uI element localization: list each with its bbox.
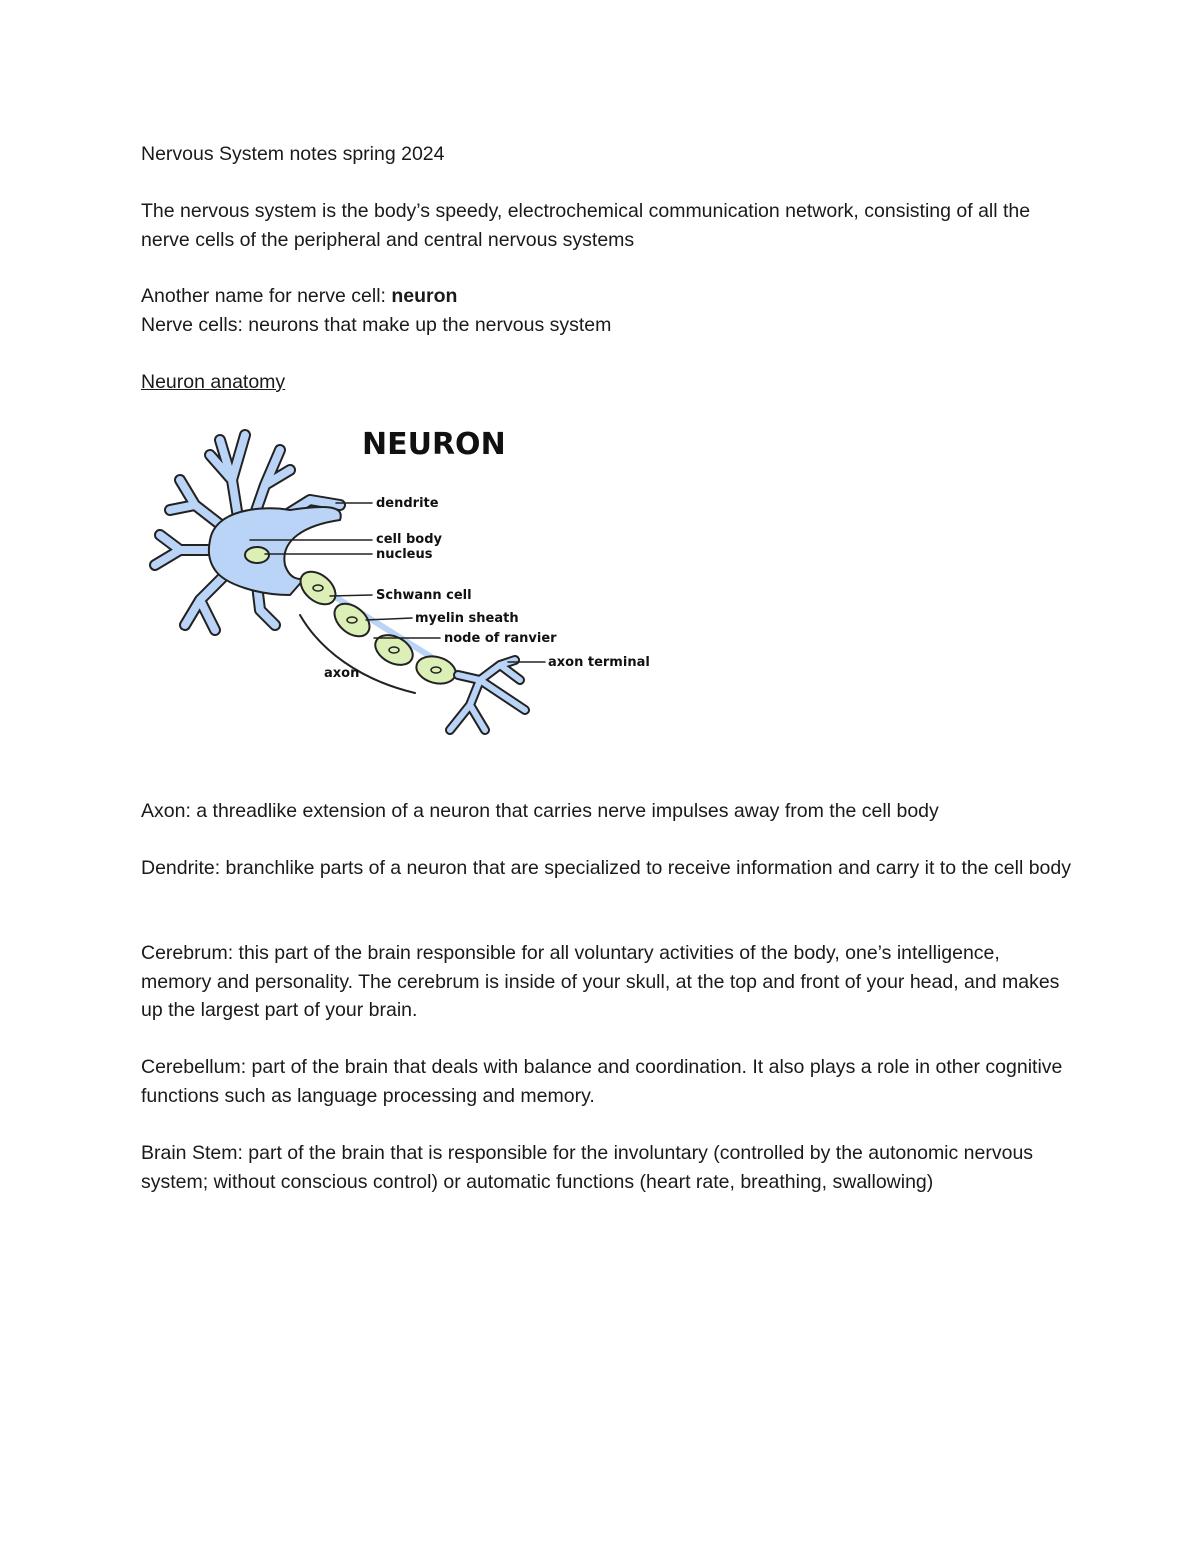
label-axon-terminal: axon terminal (548, 655, 650, 670)
label-axon: axon (324, 666, 360, 681)
schwann-cell-segment (294, 565, 341, 611)
section-heading-neuron-anatomy: Neuron anatomy (141, 371, 286, 393)
definition-dendrite: Dendrite: branchlike parts of a neuron that are specialized to receive information and carry it to the cell body (141, 857, 1072, 879)
label-node-of-ranvier: node of ranvier (444, 631, 557, 646)
another-name-line (141, 282, 1071, 311)
definition-brain-stem: Brain Stem: part of the brain that is responsible for the involuntary (controlled by the autonomic nervous system; without conscious control) or automatic functions (heart rate, breathing, swallowing) (141, 1142, 1034, 1193)
document-title: Nervous System notes spring 2024 (141, 143, 445, 165)
myelin-sheath-segment-2 (370, 629, 418, 671)
label-schwann-cell: Schwann cell (376, 588, 472, 603)
label-nucleus: nucleus (376, 547, 433, 562)
neuron-diagram-title: NEURON (362, 427, 506, 462)
nerve-cells-line: Nerve cells: neurons that make up the nervous system (141, 314, 612, 336)
neuron-diagram (140, 410, 660, 755)
definition-cerebrum: Cerebrum: this part of the brain responsible for all voluntary activities of the body, one’s intelligence, memory and personality. The cerebrum is inside of your skull, at the top and front of your head, and makes up the largest part of your brain. (141, 942, 1060, 1021)
label-cell-body: cell body (376, 532, 442, 547)
nucleus-shape (245, 547, 269, 563)
myelin-sheath-segment-3 (413, 652, 458, 687)
definition-cerebellum: Cerebellum: part of the brain that deals with balance and coordination. It also plays a role in other cognitive functions such as language processing and memory. (141, 1056, 1063, 1107)
neuron-term: neuron (391, 285, 458, 307)
intro-paragraph: The nervous system is the body’s speedy, electrochemical communication network, consisting of all the nerve cells of the peripheral and central nervous systems (141, 200, 1031, 251)
label-myelin-sheath: myelin sheath (415, 611, 519, 626)
another-name-prefix: Another name for nerve cell: (141, 285, 392, 307)
definition-axon: Axon: a threadlike extension of a neuron that carries nerve impulses away from the cell body (141, 800, 939, 822)
label-dendrite: dendrite (376, 496, 439, 511)
